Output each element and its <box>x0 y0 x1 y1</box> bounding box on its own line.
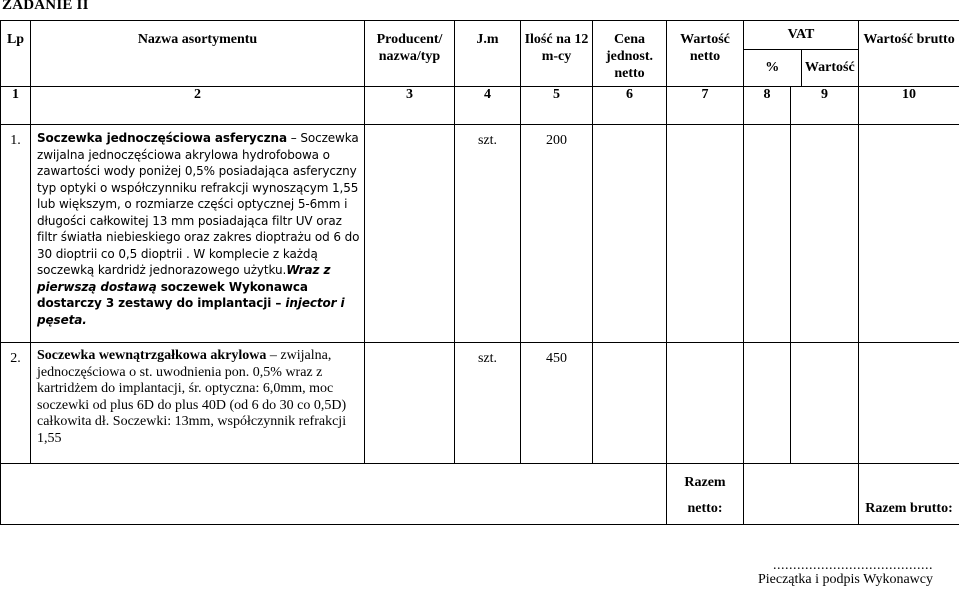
total-vat[interactable] <box>744 464 859 525</box>
row-unit: szt. <box>455 343 521 464</box>
totals-spacer <box>1 464 667 525</box>
row-gross-value[interactable] <box>859 343 959 464</box>
column-number: 9 <box>791 87 859 125</box>
header-price: Cena jednost. netto <box>593 21 667 87</box>
signature-label: Pieczątka i podpis Wykonawcy <box>757 572 933 587</box>
column-number-row <box>1 87 959 125</box>
header-unit: J.m <box>455 21 521 87</box>
row-producer[interactable] <box>365 125 455 343</box>
signature-dots: ........................................ <box>773 558 933 573</box>
document-title: ZADANIE II <box>2 0 89 13</box>
header-gross-value: Wartość brutto <box>859 21 959 87</box>
items-table <box>0 20 959 525</box>
product-description: – zwijalna, jednoczęściowa o st. uwodnienia pon. 0,5% wraz z kartridżem do implantacji, śr. optyczna: 6,0mm, moc soczewki od plus 6D do plus 40D (od 6 do 30 co 0,5D) całkowita dł. Soczewki: 13mm, współczynnik refrakcji 1,55 <box>37 348 347 446</box>
row-qty: 200 <box>521 125 593 343</box>
column-number: 1 <box>1 87 31 125</box>
table-row <box>1 125 959 343</box>
row-lp: 1. <box>1 125 31 343</box>
header-producer: Producent/ nazwa/typ <box>365 21 455 87</box>
delivery-note-tools: injector i pęseta. <box>37 296 345 327</box>
column-number: 3 <box>365 87 455 125</box>
column-number: 7 <box>667 87 744 125</box>
row-qty: 450 <box>521 343 593 464</box>
header-net-value <box>667 21 744 87</box>
product-description: – Soczewka zwijalna jednoczęściowa akrylowa hydrofobowa o zawartości wody poniżej 0,5% posiadająca asferyczny typ optyki o współczynniku refrakcji wynoszącym 1,55 lub większym, o rozmiarze części optycznej 5-6mm i długości całkowitej 13 mm posiadająca filtr UV oraz filtr światła niebieskiego oraz zakres dioptrażu od 6 do 30 dioptrii co 0,5 dioptrii . W komplecie z każdą soczewką kardridż jednorazowego użytku. <box>37 131 360 277</box>
row-lp: 2. <box>1 343 31 464</box>
row-unit: szt. <box>455 125 521 343</box>
header-vat-percent: % <box>744 50 802 86</box>
row-net-value[interactable] <box>667 343 744 464</box>
header-vat <box>744 21 859 87</box>
total-net: Razem netto: <box>667 464 744 525</box>
column-number: 4 <box>455 87 521 125</box>
row-price[interactable] <box>593 343 667 464</box>
row-producer[interactable] <box>365 343 455 464</box>
signature-block <box>758 560 933 588</box>
delivery-note-text: soczewek Wykonawca dostarczy 3 zestawy do implantacji – <box>37 279 308 310</box>
header-name: Nazwa asortymentu <box>31 21 365 87</box>
row-vat-percent[interactable] <box>744 125 791 343</box>
delivery-note: Wraz z pierwszą dostawą <box>37 263 331 294</box>
column-number: 8 <box>744 87 791 125</box>
header-row <box>1 21 959 87</box>
column-number: 2 <box>31 87 365 125</box>
product-name: Soczewka jednoczęściowa asferyczna <box>37 131 287 145</box>
totals-row <box>1 464 959 525</box>
column-number: 5 <box>521 87 593 125</box>
total-gross: Razem brutto: <box>859 464 959 525</box>
header-vat-value: Wartość <box>804 60 855 75</box>
header-lp: Lp <box>1 21 31 87</box>
table-row <box>1 343 959 464</box>
row-vat-value[interactable] <box>791 125 859 343</box>
column-number: 6 <box>593 87 667 125</box>
row-net-value[interactable] <box>667 125 744 343</box>
row-vat-value[interactable] <box>791 343 859 464</box>
header-net-value-label: Wartość netto <box>680 32 730 64</box>
header-qty: Ilość na 12 m-cy <box>521 21 593 87</box>
row-description <box>31 343 365 464</box>
header-vat-title: VAT <box>744 21 858 50</box>
product-name: Soczewka wewnątrzgałkowa akrylowa <box>37 348 267 363</box>
row-price[interactable] <box>593 125 667 343</box>
column-number: 10 <box>859 87 959 125</box>
row-vat-percent[interactable] <box>744 343 791 464</box>
row-gross-value[interactable] <box>859 125 959 343</box>
row-description <box>31 125 365 343</box>
